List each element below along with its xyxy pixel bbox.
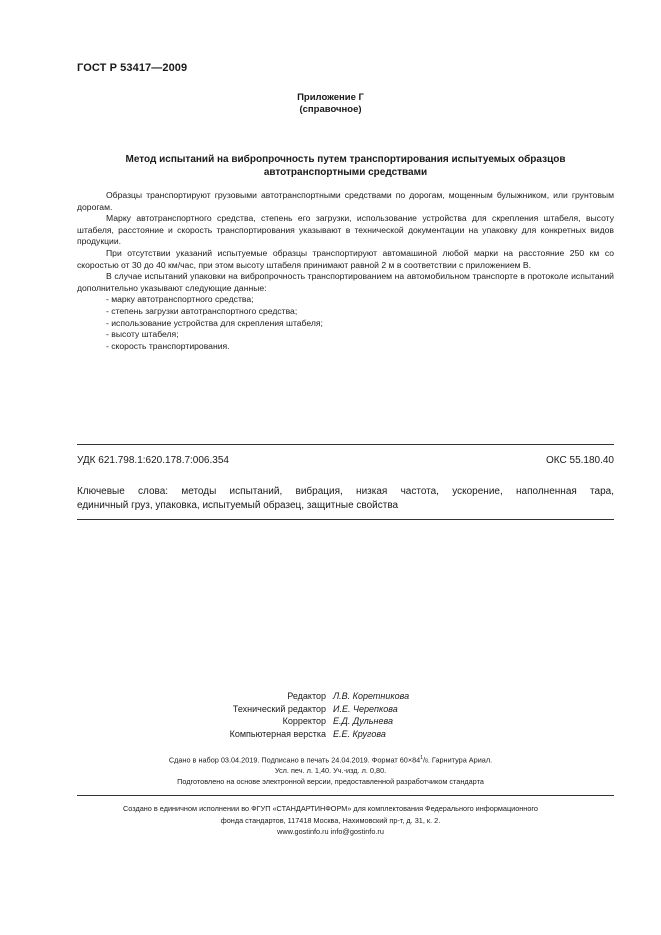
udc-code: УДК 621.798.1:620.178.7:006.354 xyxy=(77,455,229,466)
credit-name: Е.Е. Кругова xyxy=(333,728,386,739)
publisher-line1: Создано в единичном исполнении во ФГУП «СТАНДАРТИНФОРМ» для комплектования Федерального информационного xyxy=(123,804,538,813)
annex-type: (справочное) xyxy=(299,104,362,115)
publisher-line2: фонда стандартов, 117418 Москва, Нахимовский пр-т, д. 31, к. 2. xyxy=(220,816,441,825)
credit-role: Компьютерная верстка xyxy=(229,728,326,739)
keywords-line2: единичный груз, упаковка, испытуемый образец, защитные свойства xyxy=(77,500,399,511)
annex-title: Приложение Г xyxy=(297,92,364,103)
list-item: - высоту штабеля; xyxy=(106,329,179,340)
divider-top xyxy=(77,444,614,445)
imprint-line3: Подготовлено на основе электронной версии, предоставленной разработчиком стандарта xyxy=(177,777,484,786)
divider-imprint xyxy=(77,795,614,796)
credit-name: И.Е. Черепкова xyxy=(333,703,398,714)
paragraph: Марку автотранспортного средства, степень его загрузки, использование устройства для скрепления штабеля, высоту штабеля, расстояние и скорость транспортирования указывают в технической документации на упаковку для конкретных видов продукции. xyxy=(77,213,614,247)
divider-bottom xyxy=(77,519,614,520)
keywords-line1: Ключевые слова: методы испытаний, вибрация, низкая частота, ускорение, наполненная тара, xyxy=(77,486,614,497)
section-title-line2: автотранспортными средствами xyxy=(263,167,428,178)
list-item: - марку автотранспортного средства; xyxy=(106,294,254,305)
list-item: - использование устройства для скрепления штабеля; xyxy=(106,317,323,328)
credit-role: Редактор xyxy=(287,691,326,701)
section-title xyxy=(77,153,614,179)
credit-name: Е.Д. Дульнева xyxy=(333,716,393,726)
publisher-links: www.gostinfo.ru info@gostinfo.ru xyxy=(277,827,384,836)
paragraph: В случае испытаний упаковки на вибропрочность транспортированием на автомобильном транспорте в протоколе испытаний дополнительно указывают следующие данные: xyxy=(77,271,614,293)
list-item: - скорость транспортирования. xyxy=(106,340,230,351)
credit-name: Л.В. Коретникова xyxy=(333,691,410,701)
paragraph: Образцы транспортируют грузовыми автотранспортными средствами по дорогам, мощенным булыжником, или грунтовым дорогам. xyxy=(77,190,614,212)
imprint-line1: Сдано в набор 03.04.2019. Подписано в печать 24.04.2019. Формат $60\times 84^1/8$. Гарнитура Ариал. xyxy=(168,755,493,765)
body-text xyxy=(77,190,614,352)
imprint-line2: Усл. печ. л. 1,40. Уч.-изд. л. 0,80. xyxy=(274,766,387,775)
credit-role: Корректор xyxy=(282,716,326,726)
paragraph: При отсутствии указаний испытуемые образцы транспортируют автомашиной любой марки на расстояние 250 км со скоростью от 30 до 40 км/час, при этом высоту штабеля принимают равной 2 м в соответствии с приложением В. xyxy=(77,247,614,270)
credit-role: Технический редактор xyxy=(232,703,326,714)
list-item: - степень загрузки автотранспортного средства; xyxy=(106,305,298,316)
oks-code: ОКС 55.180.40 xyxy=(546,455,614,466)
standard-code: ГОСТ Р 53417—2009 xyxy=(77,62,188,74)
keywords xyxy=(77,485,614,513)
section-title-line1: Метод испытаний на вибропрочность путем транспортирования испытуемых образцов xyxy=(125,154,566,165)
